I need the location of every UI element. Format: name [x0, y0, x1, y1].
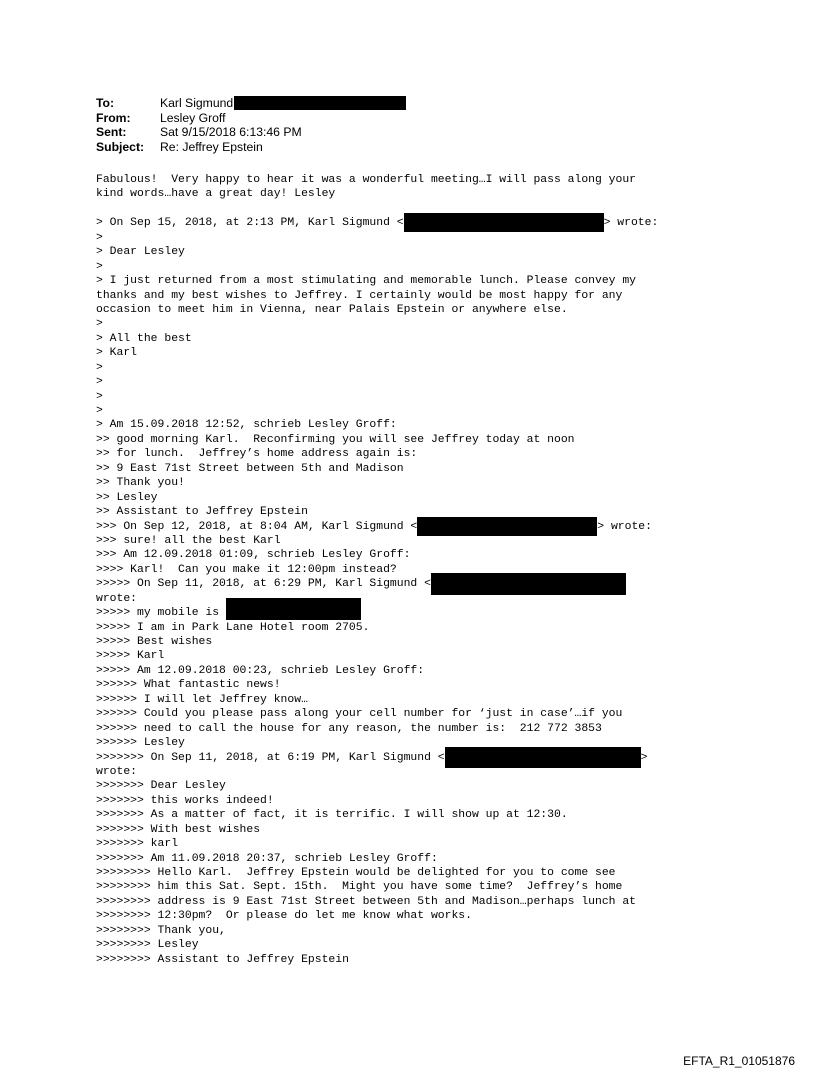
- body-line: >>>>>>>> Assistant to Jeffrey Epstein: [96, 953, 349, 966]
- redaction-box: [404, 213, 604, 232]
- body-line: >>>>>>> Dear Lesley: [96, 780, 226, 793]
- body-line: >>>>>>>> him this Sat. Sept. 15th. Might you have some time? Jeffrey’s home: [96, 881, 623, 894]
- subject-value: Re: Jeffrey Epstein: [160, 139, 263, 154]
- body-line: >>>>>> What fantastic news!: [96, 679, 281, 692]
- body-line: >>>>>>> With best wishes: [96, 823, 261, 836]
- body-line: >>>>>>>> Lesley: [96, 939, 199, 952]
- body-line: [96, 520, 736, 534]
- body-line: >: [96, 405, 103, 417]
- body-line: >> for lunch. Jeffrey’s home address again is:: [96, 448, 418, 461]
- body-line: >>>> Karl! Can you make it 12:00pm instead?: [96, 563, 397, 576]
- email-header: [96, 96, 406, 154]
- body-line: >>>>>>>> 12:30pm? Or please do let me know what works.: [96, 910, 472, 923]
- redaction-box: [226, 598, 361, 620]
- to-label: To:: [96, 96, 115, 110]
- body-line: [96, 577, 736, 591]
- body-line: >>>>>>> As a matter of fact, it is terrific. I will show up at 12:30.: [96, 809, 568, 822]
- from-label: From:: [96, 110, 131, 125]
- from-row: [96, 111, 406, 126]
- body-line: >>>>>>> Am 11.09.2018 20:37, schrieb Lesley Groff:: [96, 852, 438, 865]
- body-line: >>>>>> Could you please pass along your cell number for ‘just in case’…if you: [96, 708, 623, 721]
- body-line: > Karl: [96, 347, 138, 360]
- redaction-box: [445, 747, 641, 768]
- body-line: >: [96, 390, 103, 403]
- redaction-box: [234, 96, 406, 110]
- body-line: > All the best: [96, 332, 192, 345]
- sent-value: Sat 9/15/2018 6:13:46 PM: [160, 125, 302, 140]
- body-line: >>>>>>>> address is 9 East 71st Street between 5th and Madison…perhaps lunch at: [96, 895, 637, 908]
- quote-text: > On Sep 15, 2018, at 2:13 PM, Karl Sigmund <: [96, 217, 404, 230]
- body-line: >> Lesley: [96, 491, 158, 504]
- sent-label: Sent:: [96, 125, 127, 140]
- body-line: >>>>>> I will let Jeffrey know…: [96, 693, 308, 706]
- subject-label: Subject:: [96, 139, 145, 154]
- body-line: wrote:: [96, 765, 138, 778]
- body-line: occasion to meet him in Vienna, near Palais Epstein or anywhere else.: [96, 303, 568, 316]
- from-value: Lesley Groff: [160, 110, 226, 125]
- body-line: Fabulous! Very happy to hear it was a wonderful meeting…I will pass along your: [96, 174, 637, 186]
- body-line: >: [96, 260, 103, 273]
- email-body: [96, 173, 736, 967]
- body-line: >>>>>>> this works indeed!: [96, 794, 274, 807]
- redaction-box: [417, 517, 597, 536]
- quote-text: >: [640, 751, 648, 764]
- body-line: [96, 606, 736, 620]
- body-line: >>>>>>>> Hello Karl. Jeffrey Epstein would be delighted for you to come see: [96, 867, 616, 879]
- quote-text: > wrote:: [597, 520, 652, 533]
- sent-row: [96, 125, 406, 140]
- body-line: kind words…have a great day! Lesley: [96, 188, 336, 201]
- body-line: >>>>> Am 12.09.2018 00:23, schrieb Lesley Groff:: [96, 664, 425, 677]
- quote-text: >>> On Sep 12, 2018, at 8:04 AM, Karl Sigmund <: [96, 520, 418, 533]
- body-line: >>> sure! all the best Karl: [96, 534, 281, 547]
- to-value: Karl Sigmund: [160, 96, 234, 110]
- body-line: >>>>> Best wishes: [96, 636, 213, 648]
- body-line: >>>>> Karl: [96, 650, 165, 663]
- body-line: >> Assistant to Jeffrey Epstein: [96, 506, 308, 519]
- body-line: >: [96, 361, 103, 374]
- body-line: >> good morning Karl. Reconfirming you will see Jeffrey today at noon: [96, 433, 575, 446]
- body-line: > Dear Lesley: [96, 246, 185, 259]
- to-row: [96, 96, 406, 111]
- body-line: >>>>>>>> Thank you,: [96, 924, 226, 937]
- body-line: > I just returned from a most stimulating and memorable lunch. Please convey my: [96, 275, 637, 288]
- quote-text: >>>>>>> On Sep 11, 2018, at 6:19 PM, Karl Sigmund <: [96, 751, 445, 764]
- quote-text: >>>>> On Sep 11, 2018, at 6:29 PM, Karl Sigmund <: [96, 578, 431, 591]
- quote-text: >>>>> my mobile is: [96, 607, 226, 620]
- body-line: wrote:: [96, 592, 138, 605]
- subject-row: [96, 140, 406, 155]
- body-line: >: [96, 231, 103, 244]
- body-line: >: [96, 318, 103, 331]
- body-line: > Am 15.09.2018 12:52, schrieb Lesley Groff:: [96, 419, 397, 432]
- body-line: [96, 751, 736, 765]
- body-line: >>>>>> need to call the house for any reason, the number is: 212 772 3853: [96, 722, 602, 735]
- body-line: >>>>>>> karl: [96, 838, 179, 851]
- quote-text: > wrote:: [603, 217, 659, 230]
- body-line: >> Thank you!: [96, 477, 185, 490]
- body-line: [96, 216, 736, 230]
- body-line: thanks and my best wishes to Jeffrey. I certainly would be most happy for any: [96, 289, 623, 302]
- body-line: >: [96, 376, 103, 389]
- body-line: >>>>> I am in Park Lane Hotel room 2705.: [96, 621, 370, 634]
- document-id: EFTA_R1_01051876: [683, 1054, 795, 1068]
- body-line: >>> Am 12.09.2018 01:09, schrieb Lesley Groff:: [96, 549, 411, 562]
- redaction-box: [431, 573, 626, 595]
- body-line: >>>>>> Lesley: [96, 737, 185, 750]
- body-line: >> 9 East 71st Street between 5th and Madison: [96, 462, 404, 475]
